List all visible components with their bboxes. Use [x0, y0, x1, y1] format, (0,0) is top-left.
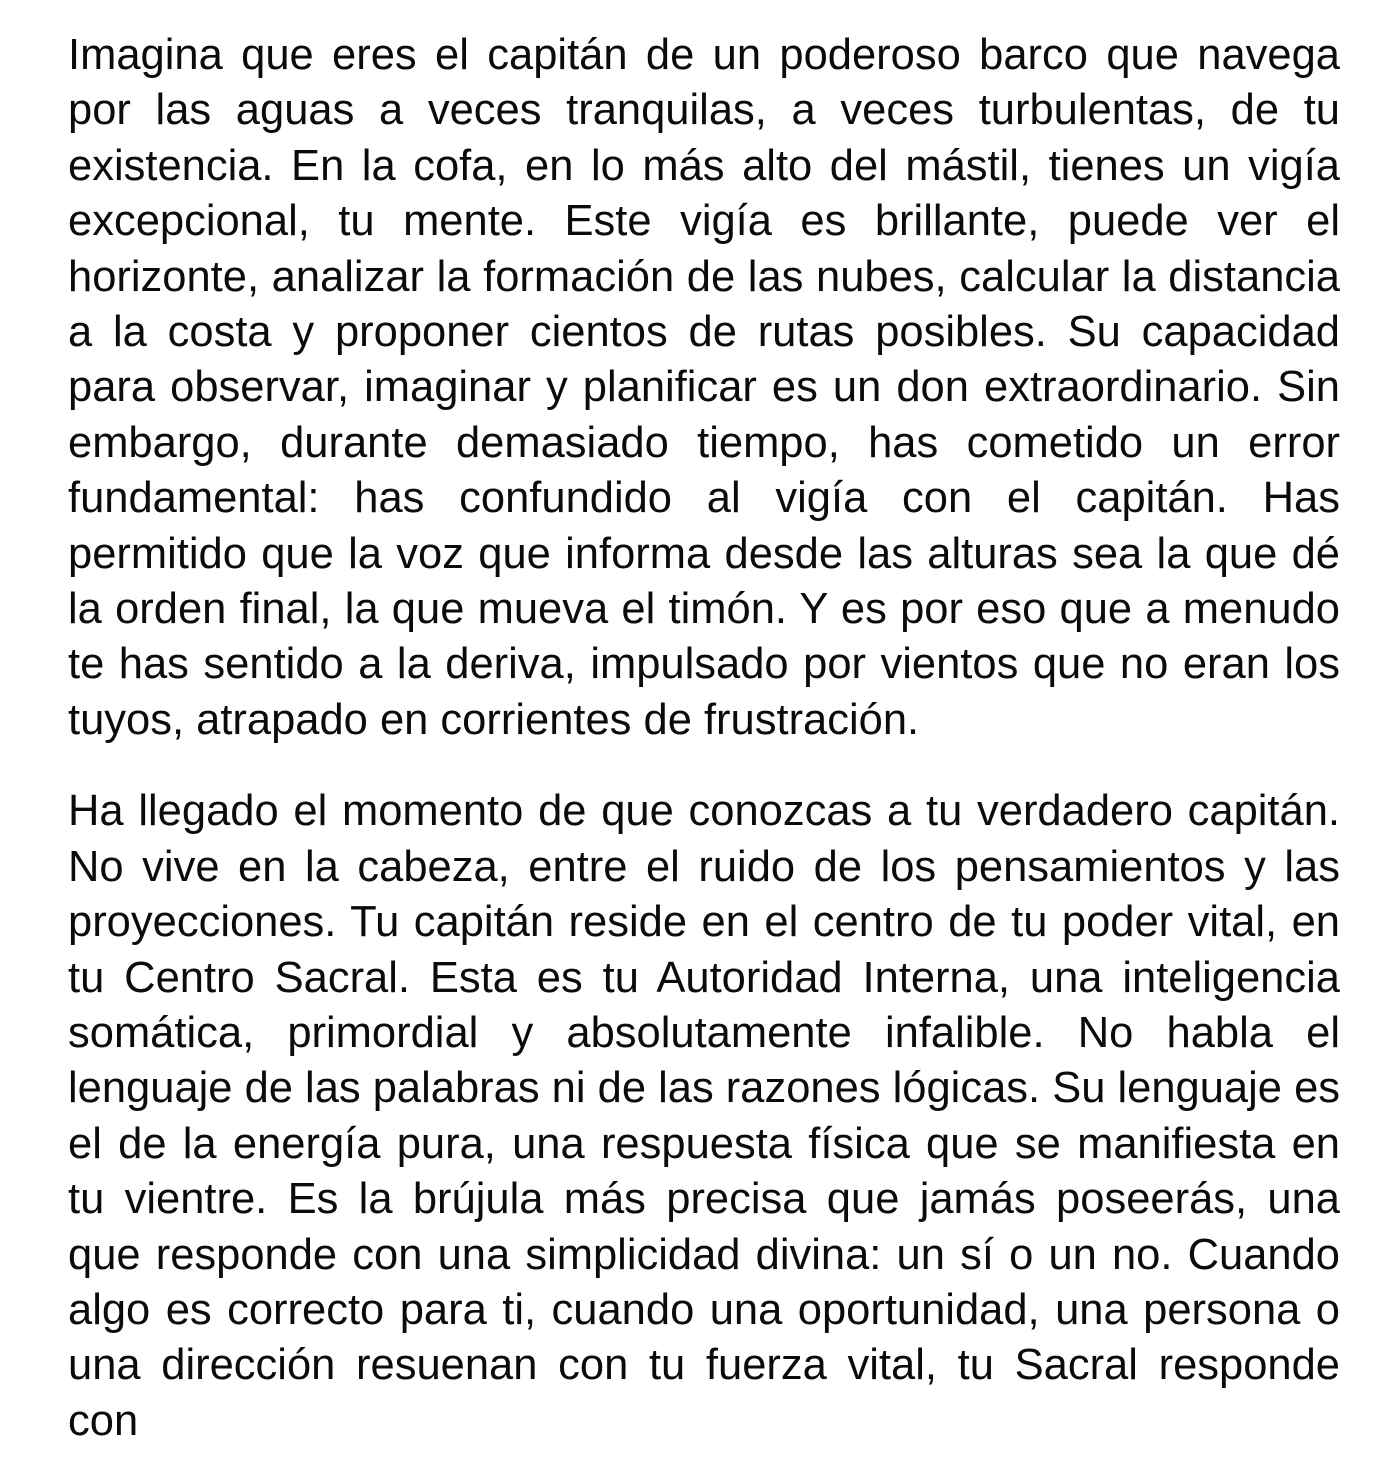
paragraph-1: Imagina que eres el capitán de un poderoso barco que navega por las aguas a veces tranquilas, a veces turbulentas, de tu existencia. En la cofa, en lo más alto del mástil, tienes un vigía excepcional, tu mente. Este vigía es brillante, puede ver el horizonte, analizar la formación de las nubes, calcular la distancia a la costa y proponer cientos de rutas posibles. Su capacidad para observar, imaginar y planificar es un don extraordinario. Sin embargo, durante demasiado tiempo, has cometido un error fundamental: has confundido al vigía con el capitán. Has permitido que la voz que informa desde las alturas sea la que dé la orden final, la que mueva el timón. Y es por eso que a menudo te has sentido a la deriva, impulsado por vientos que no eran los tuyos, atrapado en corrientes de frustración.: [68, 31, 1340, 744]
text-column: [68, 0, 1340, 1482]
paragraph-2: Ha llegado el momento de que conozcas a tu verdadero capitán. No vive en la cabeza, entre el ruido de los pensamientos y las proyecciones. Tu capitán reside en el centro de tu poder vital, en tu Centro Sacral. Esta es tu Autoridad Interna, una inteligencia somática, primordial y absolutamente infalible. No habla el lenguaje de las palabras ni de las razones lógicas. Su lenguaje es el de la energía pura, una respuesta física que se manifiesta en tu vientre. Es la brújula más precisa que jamás poseerás, una que responde con una simplicidad divina: un sí o un no. Cuando algo es correcto para ti, cuando una oportunidad, una persona o una dirección resuenan con tu fuerza vital, tu Sacral responde con: [68, 787, 1341, 1445]
